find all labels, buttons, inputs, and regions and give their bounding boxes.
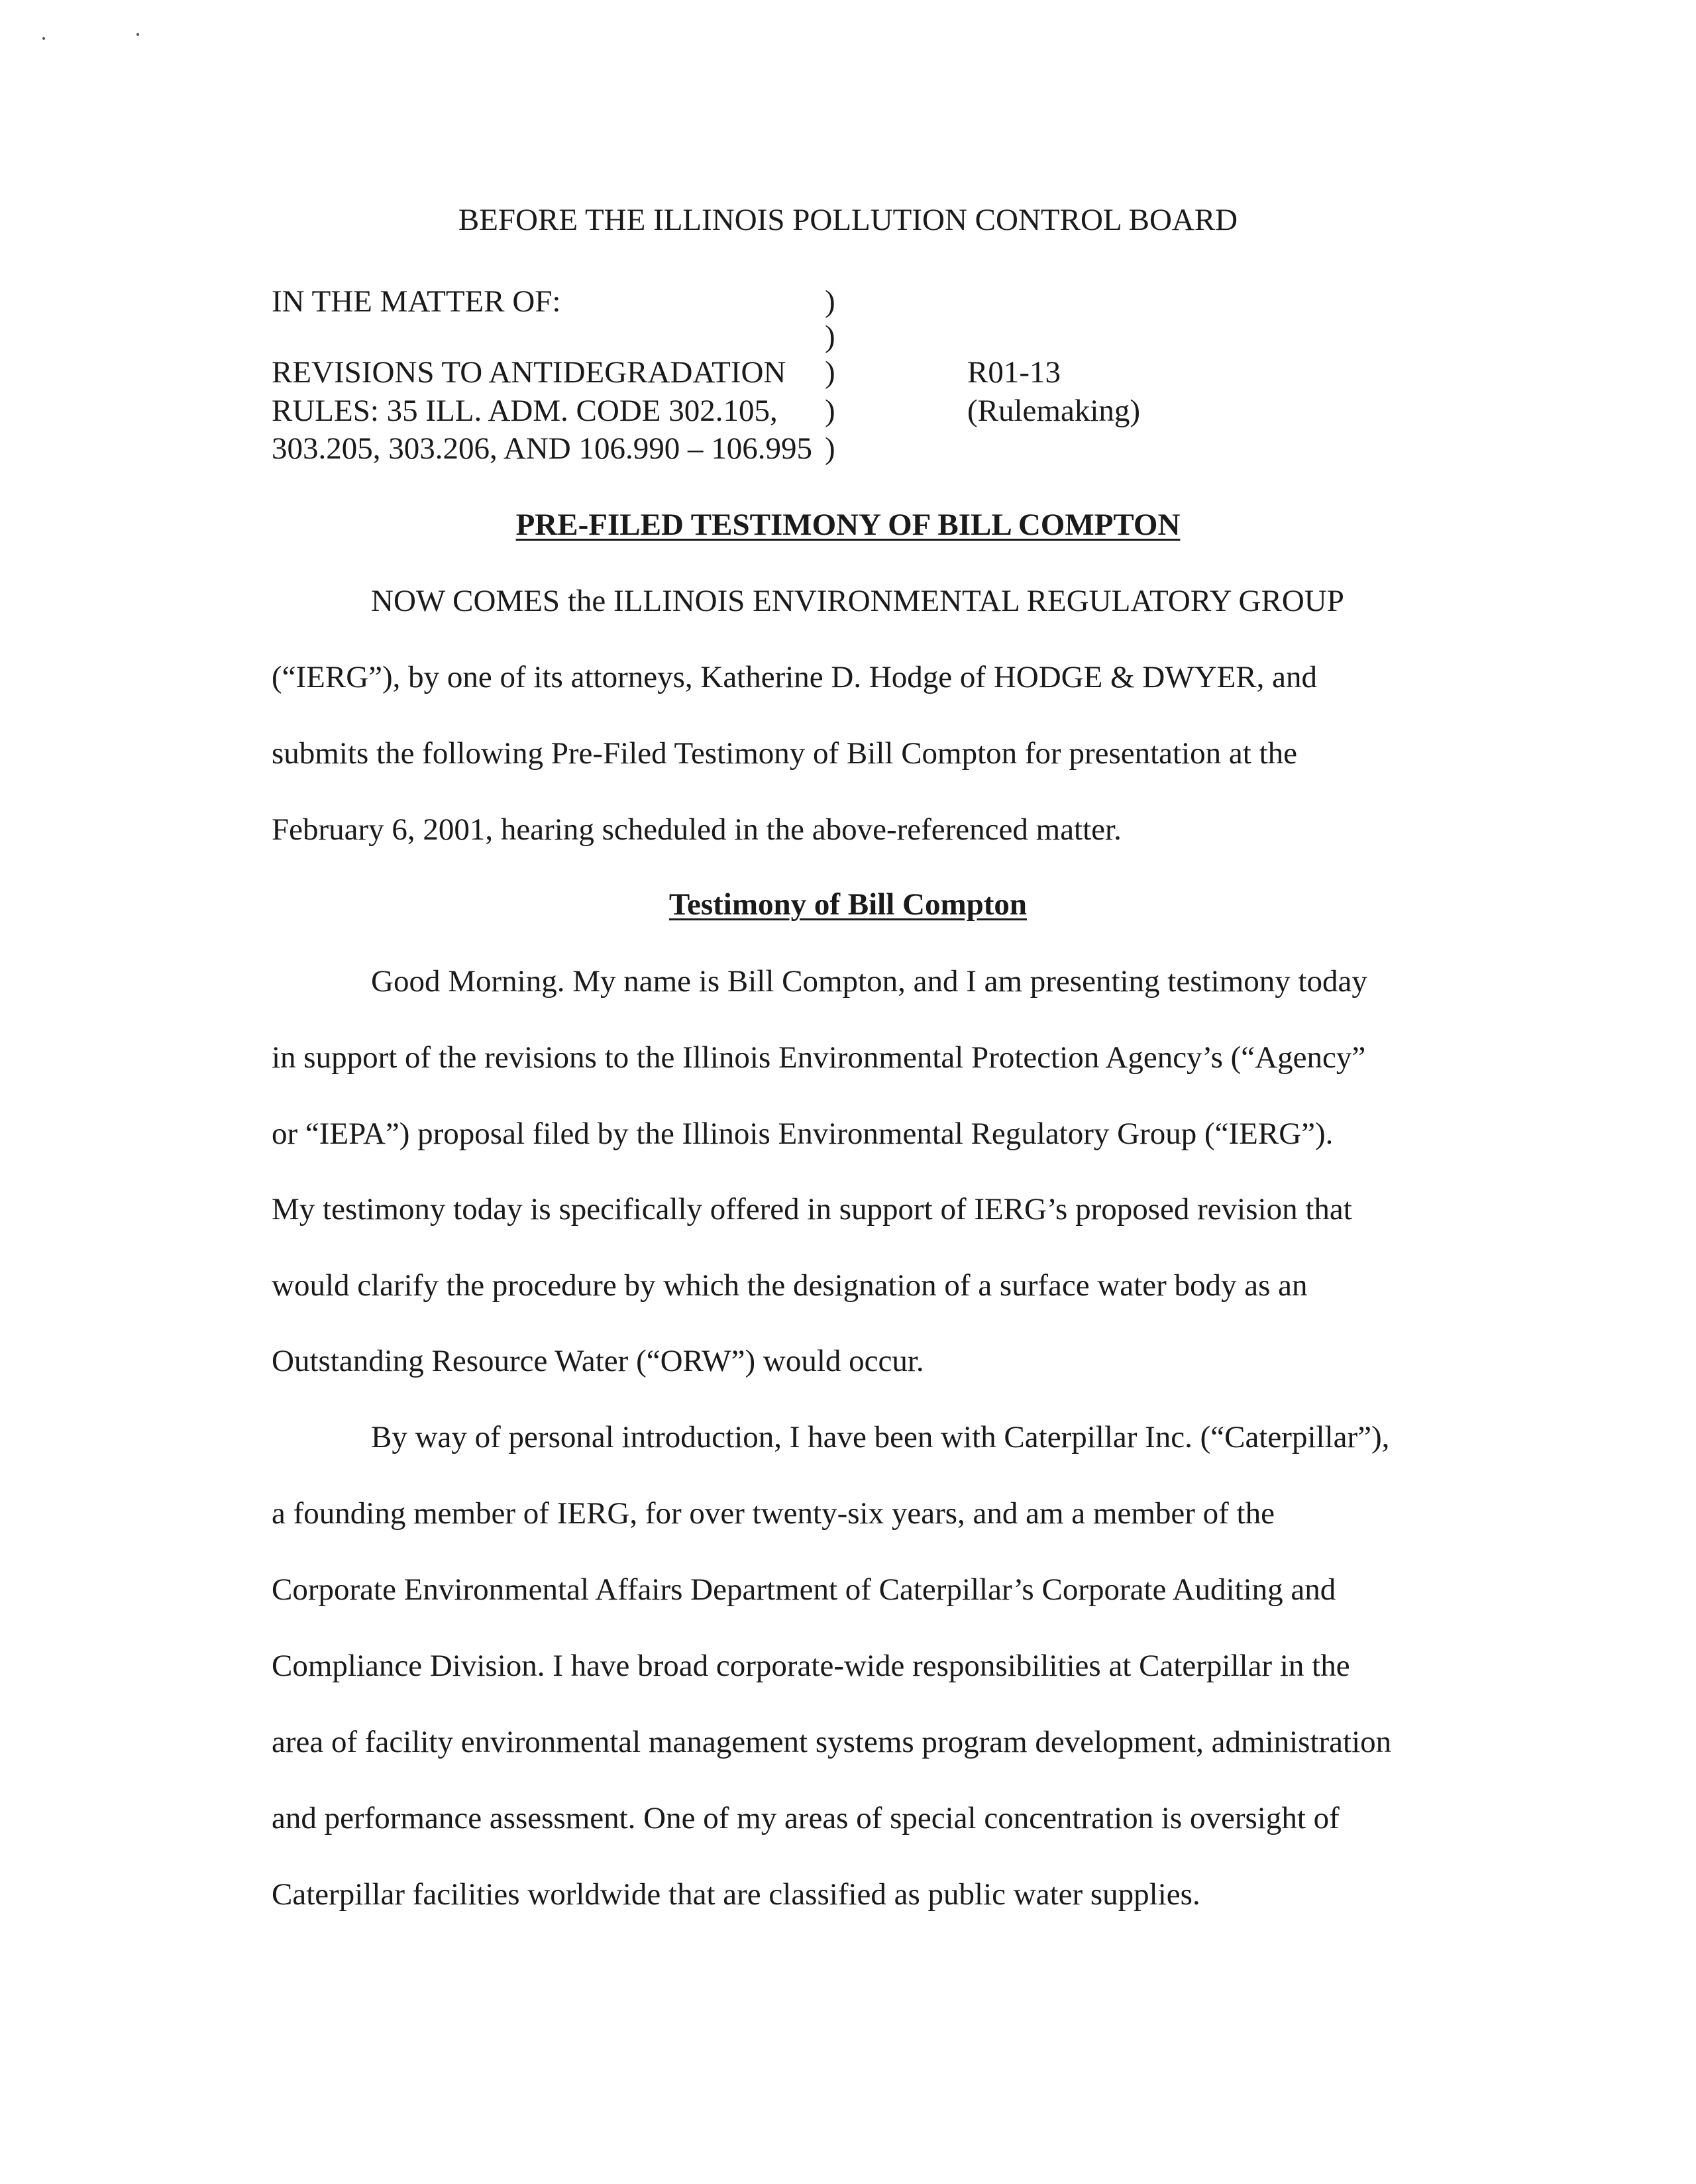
- caption-line: IN THE MATTER OF:: [272, 284, 561, 319]
- caption-line: RULES: 35 ILL. ADM. CODE 302.105,: [272, 394, 778, 428]
- text-line: February 6, 2001, hearing scheduled in the above-referenced matter.: [272, 812, 1122, 847]
- court-heading: BEFORE THE ILLINOIS POLLUTION CONTROL BOARD: [458, 203, 1238, 237]
- text-line: Compliance Division. I have broad corporate-wide responsibilities at Caterpillar in the: [272, 1649, 1350, 1683]
- caption-line: 303.205, 303.206, AND 106.990 – 106.995: [272, 431, 812, 466]
- caption-paren: ): [825, 431, 835, 466]
- docket-number: R01-13: [967, 355, 1061, 390]
- scan-speck: [136, 33, 139, 36]
- text-line: (“IERG”), by one of its attorneys, Katherine D. Hodge of HODGE & DWYER, and: [272, 660, 1318, 694]
- text-line: Good Morning. My name is Bill Compton, and I am presenting testimony today: [371, 964, 1367, 999]
- text-line: a founding member of IERG, for over twenty-six years, and am a member of the: [272, 1496, 1275, 1531]
- caption-paren: ): [825, 319, 835, 354]
- text-line: submits the following Pre-Filed Testimony of Bill Compton for presentation at the: [272, 736, 1297, 771]
- caption-line: REVISIONS TO ANTIDEGRADATION: [272, 355, 786, 390]
- scan-speck: [42, 37, 45, 40]
- docket-type: (Rulemaking): [967, 394, 1141, 428]
- caption-paren: ): [825, 355, 835, 390]
- text-line: My testimony today is specifically offered in support of IERG’s proposed revision that: [272, 1192, 1352, 1227]
- text-line: By way of personal introduction, I have been with Caterpillar Inc. (“Caterpillar”),: [371, 1420, 1390, 1454]
- text-line: or “IEPA”) proposal filed by the Illinois Environmental Regulatory Group (“IERG”).: [272, 1117, 1334, 1151]
- text-line: Outstanding Resource Water (“ORW”) would occur.: [272, 1344, 924, 1378]
- text-line: area of facility environmental management systems program development, administration: [272, 1725, 1392, 1759]
- caption-paren: ): [825, 284, 835, 319]
- caption-paren: ): [825, 394, 835, 428]
- text-line: NOW COMES the ILLINOIS ENVIRONMENTAL REGULATORY GROUP: [371, 584, 1344, 618]
- text-line: Corporate Environmental Affairs Department of Caterpillar’s Corporate Auditing and: [272, 1572, 1336, 1607]
- text-line: Caterpillar facilities worldwide that are classified as public water supplies.: [272, 1877, 1200, 1912]
- text-line: and performance assessment. One of my areas of special concentration is oversight of: [272, 1801, 1340, 1835]
- section-heading: Testimony of Bill Compton: [668, 887, 1028, 922]
- document-title: PRE-FILED TESTIMONY OF BILL COMPTON: [515, 508, 1181, 542]
- text-line: would clarify the procedure by which the designation of a surface water body as an: [272, 1268, 1308, 1303]
- text-line: in support of the revisions to the Illinois Environmental Protection Agency’s (“Agency”: [272, 1040, 1366, 1075]
